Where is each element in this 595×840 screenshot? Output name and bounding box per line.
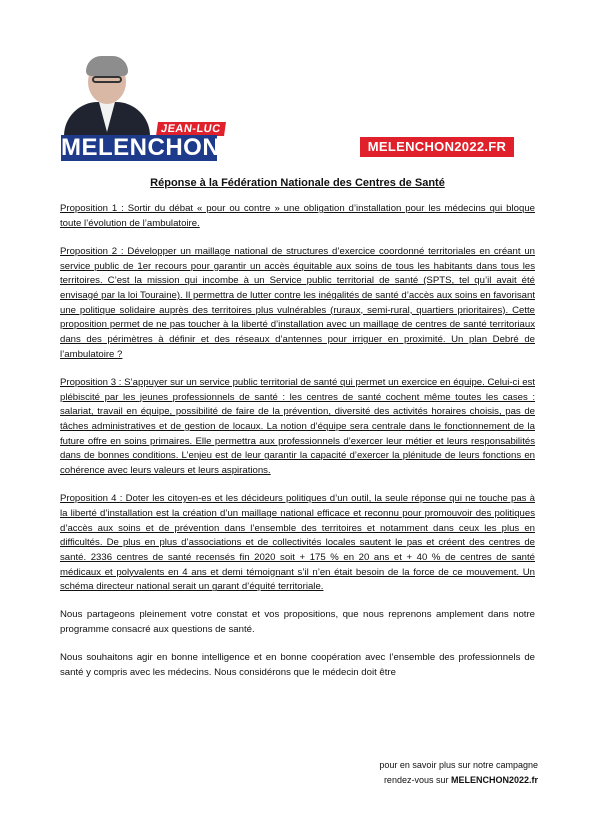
footer-site-link[interactable]: MELENCHON2022.fr — [450, 775, 538, 785]
proposition-3: Proposition 3 : S’appuyer sur un service public territorial de santé qui permet un exercice en équipe. Celui-ci est plébiscité par les jeunes professionnels de santé : les centres de santé cochent même toutes les cases : salariat, travail en équipe, possibilité de faire de la prévention, diversité des activités horaires choisis, pas de tâches administratives et de gestion de locaux. La notion d’équipe sera centrale dans le fonctionnement de la future offre en soins primaires. Elle permettra aux professionnels d’exercer leur métier et leurs responsabilités dans de bonnes conditions. L’enjeu est de leur garantir la capacité d’exercer la plénitude de leurs fonctions en cohérence avec leurs valeurs et leurs aspirations. — [60, 376, 535, 477]
campaign-site-badge[interactable]: MELENCHON2022.FR — [360, 137, 514, 157]
body-paragraph: Nous souhaitons agir en bonne intelligence et en bonne coopération avec l’ensemble des professionnels de santé y compris avec les médecins. Nous considérons que le médecin doit être — [60, 652, 535, 678]
footer-line: rendez-vous sur MELENCHON2022.fr — [383, 775, 538, 785]
proposition-4: Proposition 4 : Doter les citoyen-es et les décideurs politiques d’un outil, la seule réponse qui ne touche pas à la liberté d’installation est la création d’un maillage national efficace et reconnu pour promouvoir des politiques d’accès aux soins et de prévention dans l’ensemble des territoires et notamment dans ceux les plus en difficultés. De plus en plus d’associations et de collectivités locales sautent le pas et créent des centres de santé. 2336 centres de santé recensés fin 2020 soit + 175 % en 20 ans et + 40 % de centres de santé médicaux et polyvalents en 4 ans et demi témoignant s’il n’en était besoin de la force de ce mouvement. Un schéma directeur national serait un garant d’équité territoriale. — [60, 493, 535, 593]
proposition-1: Proposition 1 : Sortir du débat « pour ou contre » une obligation d’installation pour les médecins qui bloque toute l’évolution de l’ambulatoire. — [60, 203, 535, 229]
candidate-logo: MELENCHON — [61, 134, 221, 161]
page-header — [0, 0, 595, 170]
candidate-first-name: JEAN-LUC — [156, 122, 226, 136]
document-title: Réponse à la Fédération Nationale des Centres de Santé — [150, 177, 445, 189]
body-paragraph: Nous partageons pleinement votre constat et vos propositions, que nous reprenons amplement dans notre programme consacré aux questions de santé. — [60, 609, 535, 636]
page-footer — [379, 758, 538, 788]
footer-line: pour en savoir plus sur notre campagne — [379, 760, 538, 770]
candidate-photo — [62, 52, 152, 138]
proposition-2: Proposition 2 : Développer un maillage national de structures d’exercice coordonné territoriales en créant un service public de 1er recours pour garantir un accès équitable aux soins de tous les habitants dans tous les territoires. C’est la mission qui incombe à un Service public territorial de santé (SPTS, tel qu’il avait été envisagé par la loi Touraine). Il permettra de lutter contre les inégalités de santé d’accès aux soins en favorisant une politique solidaire auprès des territoires plus vulnérables (ruraux, semi-rural, quartiers prioritaires). Cette proposition permet de ne pas toucher à la liberté d’installation avec un maillage de centres de santé territoriaux dans des périmètres à définir et des réseaux d’antennes pour irriguer en proximité. Un plan Debré de l’ambulatoire ? — [60, 245, 535, 360]
document-body — [60, 202, 535, 694]
